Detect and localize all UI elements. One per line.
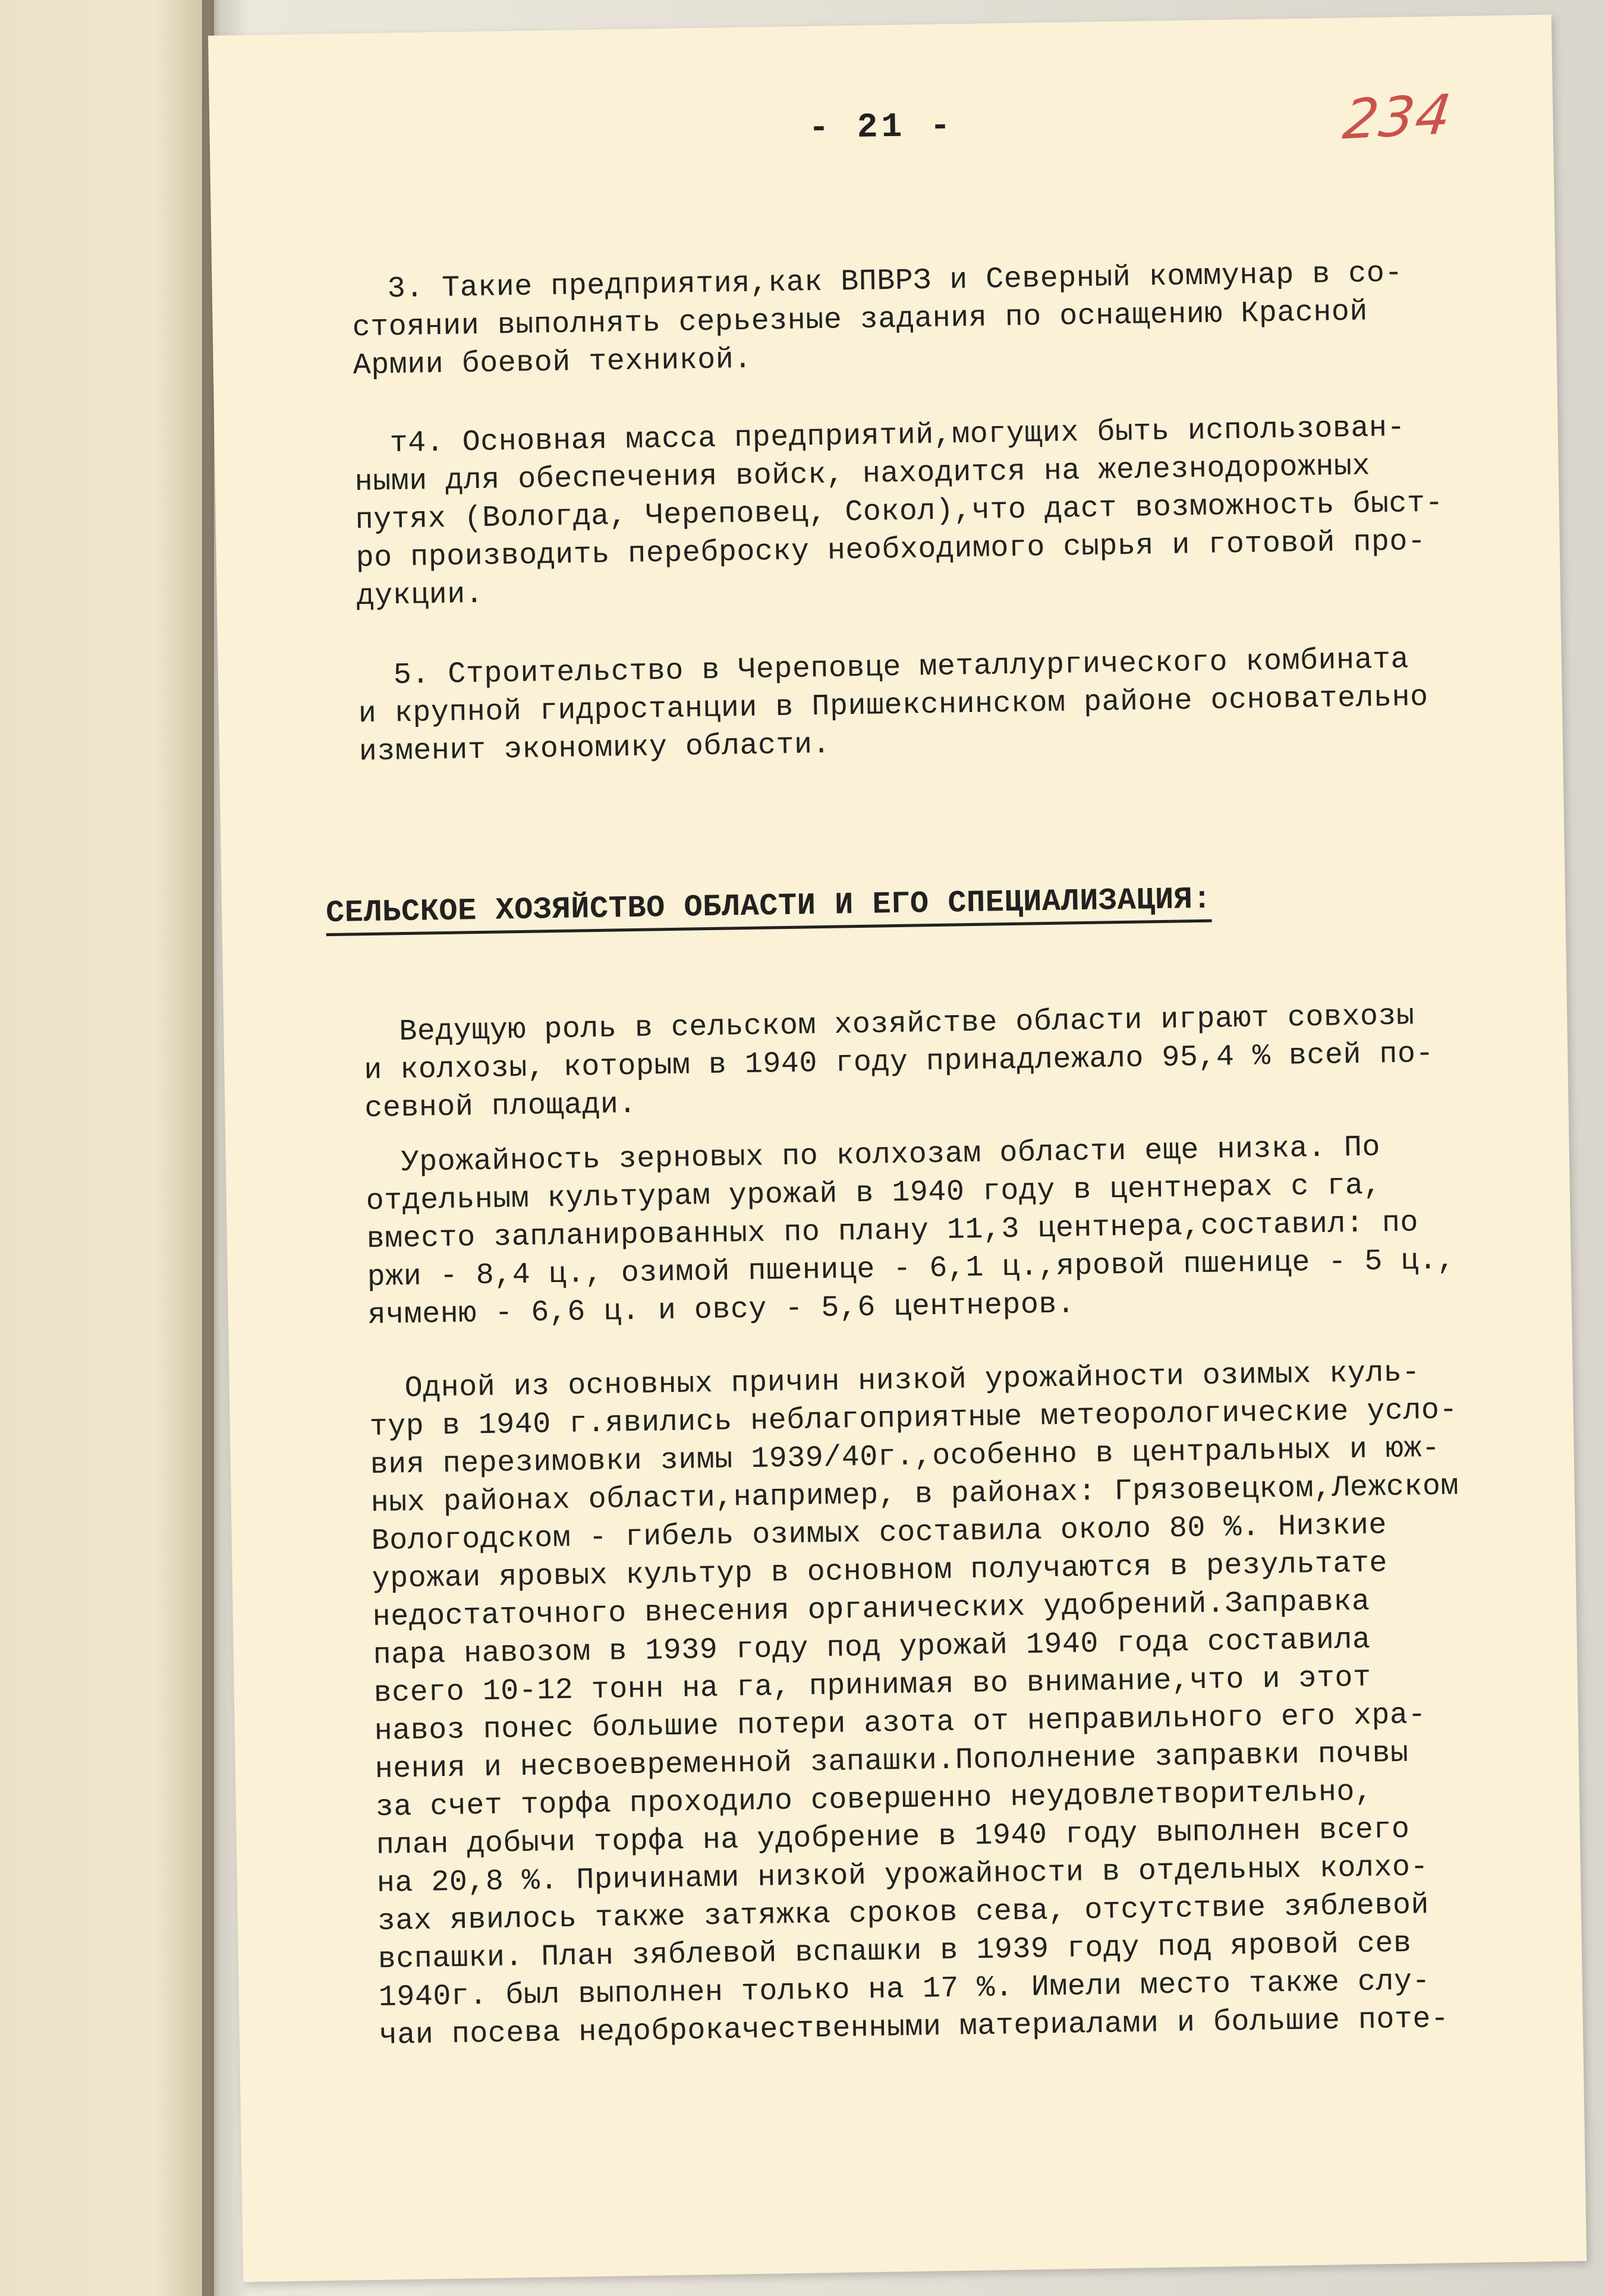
text-line: чаи посева недоброкачественными материалами и большие поте- bbox=[379, 2002, 1449, 2053]
text-line: ржи - 8,4 ц., озимой пшенице - 6,1 ц.,яровой пшенице - 5 ц., bbox=[367, 1243, 1456, 1295]
text-line: на 20,8 %. Причинами низкой урожайности в отдельных колхо- bbox=[376, 1850, 1429, 1901]
text-line: урожаи яровых культур в основном получаются в результате bbox=[372, 1547, 1388, 1596]
text-line: ных районах области,например, в районах: Грязовецком,Лежском bbox=[370, 1469, 1459, 1520]
text-line: севной площади. bbox=[364, 1087, 637, 1126]
numbered-paragraph-3 bbox=[351, 254, 1471, 386]
agriculture-paragraph-1 bbox=[363, 997, 1483, 1129]
archive-handwritten-number: 234 bbox=[1340, 82, 1456, 152]
page-number: - 21 - bbox=[808, 107, 955, 149]
text-line: 3. Такие предприятия,как ВПВРЗ и Северный коммунар в со- bbox=[387, 256, 1403, 307]
text-line: дукции. bbox=[356, 577, 484, 614]
text-line: вместо запланированных по плану 11,3 центнера,составил: по bbox=[366, 1206, 1419, 1257]
text-line: всего 10-12 тонн на га, принимая во внимание,что и этот bbox=[373, 1661, 1371, 1711]
text-line: навоз понес большие потери азота от неправильного его хра- bbox=[374, 1698, 1427, 1749]
agriculture-paragraph-2 bbox=[365, 1127, 1486, 1335]
text-line: за счет торфа проходило совершенно неудовлетворительно, bbox=[375, 1775, 1373, 1825]
text-line: Вологодском - гибель озимых составила около 80 %. Низкие bbox=[371, 1508, 1387, 1558]
text-line: отдельным культурам урожай в 1940 году в центнерах с га, bbox=[366, 1169, 1382, 1219]
text-line: ячменю - 6,6 ц. и овсу - 5,6 центнеров. bbox=[367, 1287, 1075, 1333]
text-line: 5. Строительство в Череповце металлургического комбината bbox=[393, 642, 1409, 693]
text-line: вия перезимовки зимы 1939/40г.,особенно в центральных и юж- bbox=[370, 1431, 1440, 1483]
text-line: пара навозом в 1939 году под урожай 1940 года составила bbox=[373, 1623, 1371, 1673]
text-line: вспашки. План зяблевой вспашки в 1939 году под яровой сев bbox=[377, 1926, 1412, 1977]
text-line: Урожайность зерновых по колхозам области еще низка. По bbox=[401, 1130, 1381, 1180]
text-line: и крупной гидростанции в Пришекснинском районе основательно bbox=[358, 680, 1428, 732]
text-line: изменит экономику области. bbox=[358, 727, 831, 770]
section-heading: СЕЛЬСКОЕ ХОЗЯЙСТВО ОБЛАСТИ И ЕГО СПЕЦИАЛИЗАЦИЯ: bbox=[326, 882, 1212, 936]
text-line: путях (Вологда, Череповец, Сокол),что даст возможность быст- bbox=[355, 486, 1444, 538]
text-line: недостаточного внесения органических удобрений.Заправка bbox=[372, 1585, 1370, 1634]
text-line: 1940г. был выполнен только на 17 %. Имели место также слу- bbox=[378, 1964, 1431, 2015]
text-line: нения и несвоевременной запашки.Пополнение заправки почвы bbox=[374, 1736, 1409, 1787]
page-content bbox=[208, 15, 1587, 2282]
text-line: ными для обеспечения войск, находится на железнодорожных bbox=[354, 449, 1371, 500]
document-page bbox=[208, 15, 1587, 2282]
numbered-paragraph-5 bbox=[357, 640, 1477, 772]
previous-page-edge bbox=[0, 0, 214, 2296]
text-line: план добычи торфа на удобрение в 1940 году выполнен всего bbox=[376, 1812, 1410, 1863]
text-line: стоянии выполнять серьезные задания по оснащению Красной bbox=[352, 295, 1368, 345]
text-line: Одной из основных причин низкой урожайности озимых куль- bbox=[404, 1356, 1421, 1406]
text-line: и колхозы, которым в 1940 году принадлежало 95,4 % всей по- bbox=[363, 1037, 1434, 1088]
numbered-paragraph-4 bbox=[354, 408, 1474, 616]
text-line: ро производить переброску необходимого сырья и готовой про- bbox=[355, 524, 1426, 576]
text-line: т4. Основная масса предприятий,могущих быть использован- bbox=[389, 411, 1406, 461]
text-line: зах явилось также затяжка сроков сева, отсутствие зяблевой bbox=[377, 1888, 1430, 1939]
text-line: тур в 1940 г.явились неблагоприятные метеорологические усло- bbox=[369, 1393, 1458, 1445]
agriculture-paragraph-3 bbox=[369, 1353, 1497, 2055]
text-line: Ведущую роль в сельском хозяйстве области играют совхозы bbox=[398, 999, 1415, 1050]
text-line: Армии боевой техникой. bbox=[353, 342, 753, 383]
